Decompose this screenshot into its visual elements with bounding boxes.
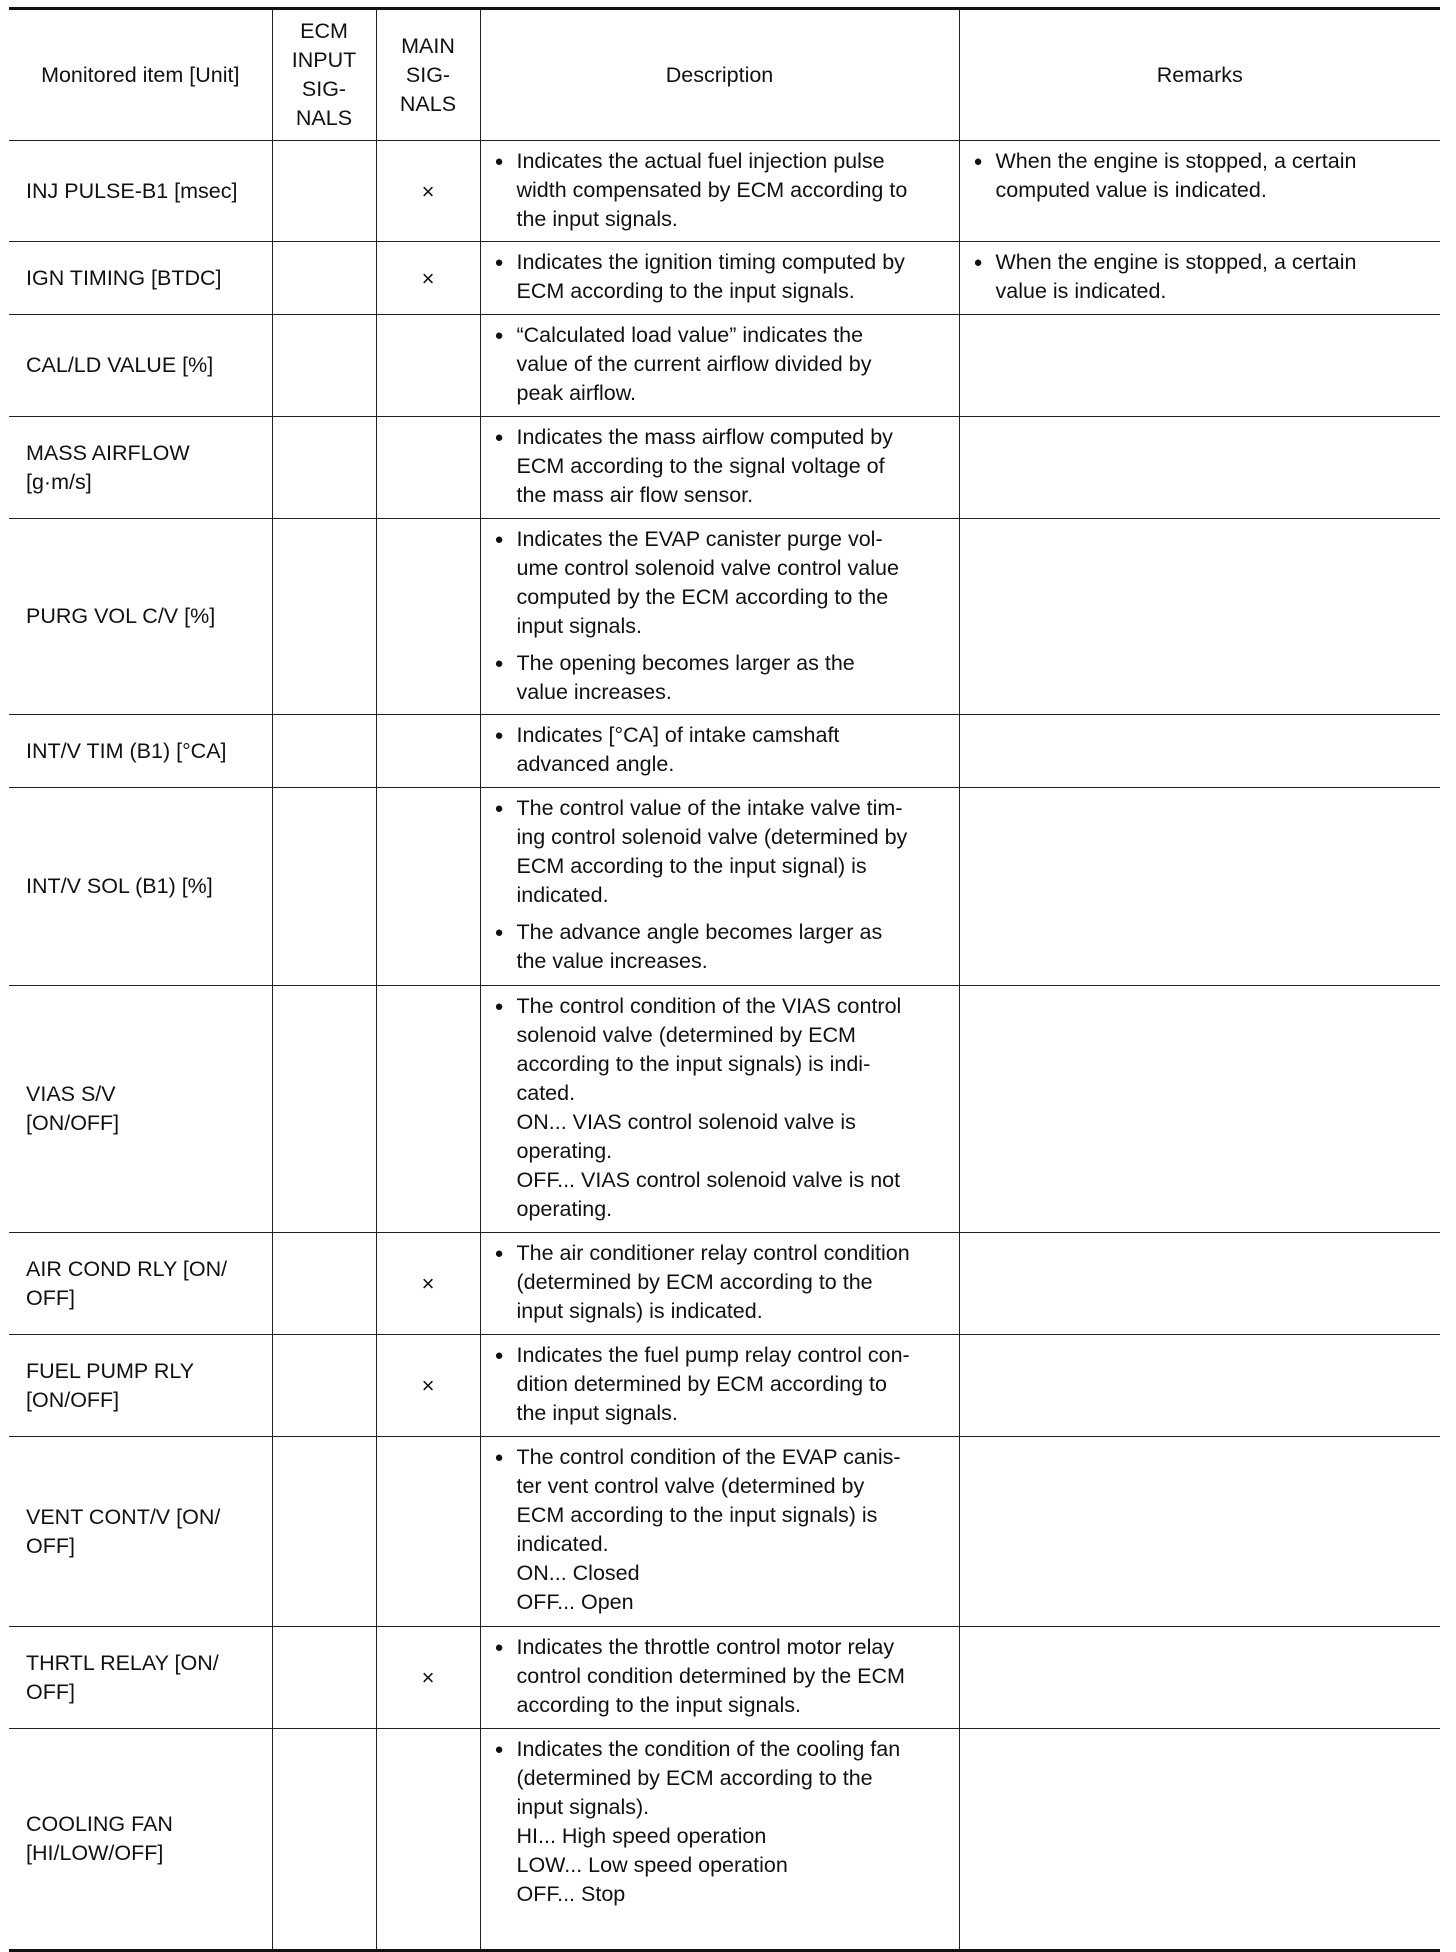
cell-description <box>480 788 959 986</box>
description-text: The control condition of the VIAS control solenoid valve (determined by ECM according to the input signals) is indi- cated. ON... VIAS control solenoid valve is operating. OFF... VIAS control solenoid valve is not operating. <box>516 994 902 1221</box>
remarks-text: When the engine is stopped, a certain value is indicated. <box>995 250 1357 303</box>
cell-monitored-item <box>9 986 272 1233</box>
monitored-item-label: VENT CONT/V [ON/ OFF] <box>26 1504 221 1558</box>
cell-description <box>480 715 959 788</box>
monitored-item-label: IGN TIMING [BTDC] <box>26 265 222 290</box>
monitored-item-label: PURG VOL C/V [%] <box>26 604 216 628</box>
cell-ecm-input-signal <box>272 315 376 417</box>
table-row <box>9 315 1440 417</box>
table-row <box>9 1233 1440 1335</box>
cell-remarks <box>959 1627 1440 1729</box>
monitored-item-label: COOLING FAN [HI/LOW/OFF] <box>26 1812 173 1865</box>
description-text: The control condition of the EVAP canis- ter vent control valve (determined by ECM according to the input signals) is indicated. ON... Closed OFF... Open <box>516 1445 901 1614</box>
cell-main-signal: × <box>376 141 480 242</box>
monitored-item-label: THRTL RELAY [ON/ OFF] <box>26 1650 219 1704</box>
cell-monitored-item <box>9 788 272 986</box>
cell-remarks <box>959 986 1440 1233</box>
cell-description <box>480 141 959 242</box>
bullet-dot-icon: ● <box>494 1741 504 1758</box>
cell-monitored-item <box>9 1437 272 1627</box>
cell-description <box>480 1437 959 1627</box>
cell-ecm-input-signal <box>272 986 376 1233</box>
cell-remarks <box>959 1233 1440 1335</box>
description-text: Indicates the ignition timing computed by ECM according to the input signals. <box>516 250 905 303</box>
remarks-bullet <box>974 147 1435 205</box>
remarks-text: When the engine is stopped, a certain computed value is indicated. <box>995 149 1357 202</box>
description-text: Indicates [°CA] of intake camshaft advanced angle. <box>516 723 840 776</box>
cell-monitored-item <box>9 1729 272 1951</box>
description-bullet <box>495 918 953 976</box>
table-row <box>9 519 1440 715</box>
bullet-dot-icon: ● <box>973 254 983 271</box>
monitored-item-label: INT/V SOL (B1) [%] <box>26 874 213 898</box>
description-text: The opening becomes larger as the value increases. <box>516 651 855 704</box>
cell-remarks <box>959 242 1440 315</box>
cell-description <box>480 1335 959 1437</box>
cell-main-signal <box>376 519 480 715</box>
header-remarks: Remarks <box>959 9 1440 141</box>
cell-remarks <box>959 1335 1440 1437</box>
table-header-row <box>9 9 1440 141</box>
bullet-dot-icon: ● <box>494 1347 504 1364</box>
monitored-item-label: CAL/LD VALUE [%] <box>26 353 214 377</box>
cell-remarks <box>959 1437 1440 1627</box>
description-text: Indicates the fuel pump relay control con- dition determined by ECM according to the input signals. <box>516 1343 910 1425</box>
cell-monitored-item <box>9 1233 272 1335</box>
description-bullet <box>495 721 953 779</box>
cell-ecm-input-signal <box>272 417 376 519</box>
monitor-item-table <box>9 7 1440 1952</box>
cell-monitored-item <box>9 417 272 519</box>
description-bullet <box>495 423 953 510</box>
description-bullet <box>495 1735 953 1909</box>
monitored-item-label: AIR COND RLY [ON/ OFF] <box>26 1256 228 1310</box>
cell-remarks <box>959 141 1440 242</box>
cell-description <box>480 1627 959 1729</box>
cell-main-signal <box>376 1437 480 1627</box>
bullet-dot-icon: ● <box>973 153 983 170</box>
cell-description <box>480 417 959 519</box>
cell-ecm-input-signal <box>272 1335 376 1437</box>
cell-description <box>480 242 959 315</box>
description-bullet <box>495 649 953 707</box>
cell-remarks <box>959 788 1440 986</box>
cell-description <box>480 315 959 417</box>
description-bullet <box>495 1443 953 1617</box>
remarks-bullet <box>974 248 1435 306</box>
cell-ecm-input-signal <box>272 1729 376 1951</box>
description-bullet <box>495 1239 953 1326</box>
cell-ecm-input-signal <box>272 242 376 315</box>
bullet-dot-icon: ● <box>494 1449 504 1466</box>
description-bullet <box>495 1633 953 1720</box>
description-text: Indicates the actual fuel injection pulse width compensated by ECM according to the input signals. <box>516 149 908 231</box>
cell-remarks <box>959 715 1440 788</box>
bullet-dot-icon: ● <box>494 727 504 744</box>
description-text: Indicates the EVAP canister purge vol- ume control solenoid valve control value computed by the ECM according to the input signals. <box>516 527 899 638</box>
bullet-dot-icon: ● <box>494 998 504 1015</box>
monitored-item-label: MASS AIRFLOW [g·m/s] <box>26 440 190 494</box>
cell-remarks <box>959 315 1440 417</box>
bullet-dot-icon: ● <box>494 153 504 170</box>
cell-ecm-input-signal <box>272 141 376 242</box>
description-bullet <box>495 794 953 910</box>
bullet-dot-icon: ● <box>494 429 504 446</box>
table-row <box>9 1335 1440 1437</box>
cell-main-signal: × <box>376 1335 480 1437</box>
cell-description <box>480 519 959 715</box>
cell-main-signal: × <box>376 1233 480 1335</box>
cell-main-signal <box>376 1729 480 1951</box>
table-row <box>9 417 1440 519</box>
bullet-dot-icon: ● <box>494 531 504 548</box>
cell-main-signal: × <box>376 242 480 315</box>
table-row <box>9 1627 1440 1729</box>
cell-monitored-item <box>9 315 272 417</box>
description-bullet <box>495 1341 953 1428</box>
cell-description <box>480 1233 959 1335</box>
description-text: Indicates the condition of the cooling fan (determined by ECM according to the input signals). HI... High speed operation LOW... Low speed operation OFF... Stop <box>516 1737 901 1906</box>
cell-main-signal <box>376 986 480 1233</box>
bullet-dot-icon: ● <box>494 924 504 941</box>
cell-ecm-input-signal <box>272 715 376 788</box>
monitored-item-label: INT/V TIM (B1) [°CA] <box>26 738 227 763</box>
table-row <box>9 986 1440 1233</box>
description-text: The control value of the intake valve tim- ing control solenoid valve (determined by ECM according to the input signal) is indicated. <box>516 796 908 907</box>
cell-main-signal <box>376 715 480 788</box>
header-main-signals: MAIN SIG- NALS <box>376 9 480 141</box>
monitored-item-label: INJ PULSE-B1 [msec] <box>26 178 238 203</box>
cell-monitored-item <box>9 242 272 315</box>
cell-main-signal <box>376 788 480 986</box>
description-bullet <box>495 525 953 641</box>
monitored-item-label: FUEL PUMP RLY [ON/OFF] <box>26 1358 195 1412</box>
description-bullet <box>495 248 953 306</box>
description-bullet <box>495 321 953 408</box>
cell-monitored-item <box>9 1627 272 1729</box>
bullet-dot-icon: ● <box>494 327 504 344</box>
table-row <box>9 1437 1440 1627</box>
bullet-dot-icon: ● <box>494 1639 504 1656</box>
cell-main-signal <box>376 315 480 417</box>
cell-ecm-input-signal <box>272 1627 376 1729</box>
description-text: Indicates the mass airflow computed by ECM according to the signal voltage of the mass air flow sensor. <box>516 425 893 507</box>
monitored-item-label: VIAS S/V [ON/OFF] <box>26 1082 120 1135</box>
table-row <box>9 242 1440 315</box>
table-row <box>9 141 1440 242</box>
table-row <box>9 788 1440 986</box>
bullet-dot-icon: ● <box>494 1245 504 1262</box>
cell-monitored-item <box>9 519 272 715</box>
cell-monitored-item <box>9 141 272 242</box>
cell-remarks <box>959 519 1440 715</box>
cell-ecm-input-signal <box>272 1233 376 1335</box>
cell-description <box>480 986 959 1233</box>
bullet-dot-icon: ● <box>494 655 504 672</box>
cell-ecm-input-signal <box>272 788 376 986</box>
description-text: The advance angle becomes larger as the value increases. <box>516 920 883 973</box>
header-ecm-input-signals: ECM INPUT SIG- NALS <box>272 9 376 141</box>
table-row <box>9 1729 1440 1951</box>
bullet-dot-icon: ● <box>494 800 504 817</box>
cell-ecm-input-signal <box>272 519 376 715</box>
description-text: The air conditioner relay control condition (determined by ECM according to the input signals) is indicated. <box>516 1241 910 1323</box>
cell-main-signal <box>376 417 480 519</box>
cell-description <box>480 1729 959 1951</box>
cell-main-signal: × <box>376 1627 480 1729</box>
table-row <box>9 715 1440 788</box>
cell-monitored-item <box>9 715 272 788</box>
cell-remarks <box>959 1729 1440 1951</box>
cell-ecm-input-signal <box>272 1437 376 1627</box>
cell-remarks <box>959 417 1440 519</box>
cell-monitored-item <box>9 1335 272 1437</box>
description-text: Indicates the throttle control motor relay control condition determined by the ECM according to the input signals. <box>516 1635 905 1717</box>
description-bullet <box>495 147 953 234</box>
header-description: Description <box>480 9 959 141</box>
description-bullet <box>495 992 953 1224</box>
bullet-dot-icon: ● <box>494 254 504 271</box>
header-monitored-item: Monitored item [Unit] <box>9 9 272 141</box>
description-text: “Calculated load value” indicates the value of the current airflow divided by peak airflow. <box>516 323 872 405</box>
